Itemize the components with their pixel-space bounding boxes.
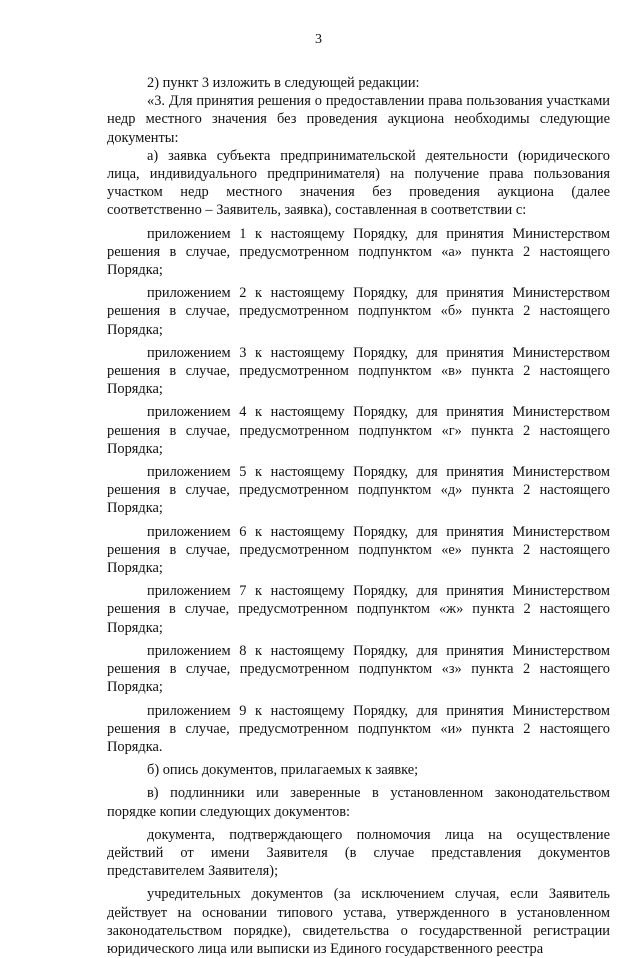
document-body (107, 74, 610, 958)
paragraph-founding-documents: учредительных документов (за исключением случая, если Заявитель действует на основании типового устава, утвержденного в установленном законодательством порядке), свидетельства о государственной регистрации юридического лица или выписки из Единого государственного реестра (107, 886, 610, 957)
paragraph-authority-document: документа, подтверждающего полномочия лица на осуществление действий от имени Заявителя (в случае представления документов представителем Заявителя); (107, 826, 610, 880)
paragraph-appendix-4: приложением 4 к настоящему Порядку, для принятия Министерством решения в случае, предусмотренном подпунктом «г» пункта 2 настоящего Порядка; (107, 404, 610, 457)
paragraph-appendix-1: приложением 1 к настоящему Порядку, для принятия Министерством решения в случае, предусмотренном подпунктом «а» пункта 2 настоящего Порядка; (107, 225, 610, 279)
paragraph-appendix-6: приложением 6 к настоящему Порядку, для принятия Министерством решения в случае, предусмотренном подпунктом «е» пункта 2 настоящего Порядка; (107, 523, 610, 577)
page-number: 3 (315, 32, 322, 47)
paragraph-appendix-5: приложением 5 к настоящему Порядку, для принятия Министерством решения в случае, предусмотренном подпунктом «д» пункта 2 настоящего Порядка; (107, 464, 610, 517)
paragraph-section-3-intro: «3. Для принятия решения о предоставлении права пользования участками недр местного значения без проведения аукциона необходимы следующие документы: (107, 93, 610, 146)
paragraph-appendix-9: приложением 9 к настоящему Порядку, для принятия Министерством решения в случае, предусмотренном подпунктом «и» пункта 2 настоящего Порядка. (107, 702, 610, 755)
paragraph-appendix-7: приложением 7 к настоящему Порядку, для принятия Министерством решения в случае, предусмотренном подпунктом «ж» пункта 2 настоящего Порядка; (107, 583, 610, 636)
paragraph-appendix-3: приложением 3 к настоящему Порядку, для принятия Министерством решения в случае, предусмотренном подпунктом «в» пункта 2 настоящего Порядка; (107, 344, 610, 398)
paragraph-subitem-b: б) опись документов, прилагаемых к заявке; (147, 762, 419, 779)
paragraph-item-2: 2) пункт 3 изложить в следующей редакции: (147, 75, 420, 91)
paragraph-subitem-v: в) подлинники или заверенные в установленном законодательством порядке копии следующих документов: (107, 785, 610, 820)
paragraph-subitem-a: а) заявка субъекта предпринимательской деятельности (юридического лица, индивидуального предпринимателя) на получение права пользования участком недр местного значения без проведения аукциона (далее соответственно – Заявитель, заявка), составленная в соответствии с: (107, 147, 610, 219)
paragraph-appendix-2: приложением 2 к настоящему Порядку, для принятия Министерством решения в случае, предусмотренном подпунктом «б» пункта 2 настоящего Порядка; (107, 285, 610, 338)
paragraph-appendix-8: приложением 8 к настоящему Порядку, для принятия Министерством решения в случае, предусмотренном подпунктом «з» пункта 2 настоящего Порядка; (107, 642, 610, 696)
